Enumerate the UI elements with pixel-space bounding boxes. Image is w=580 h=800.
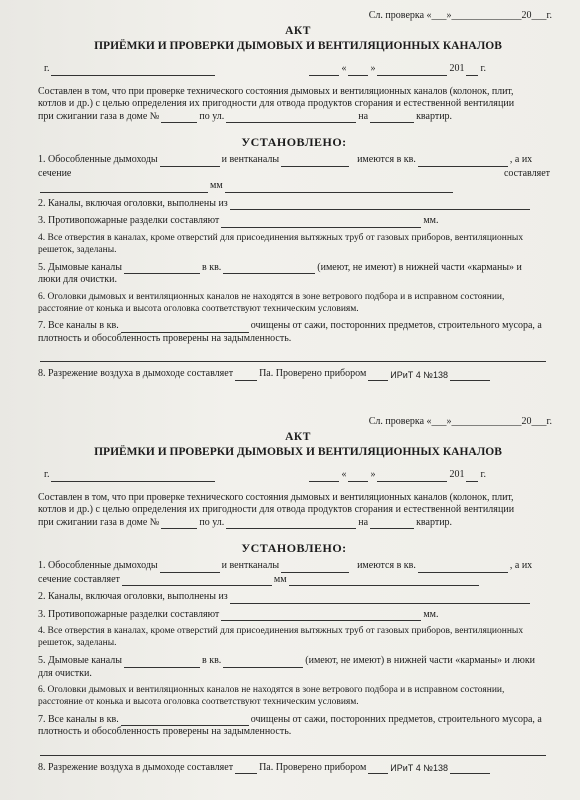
- device-lead-line: [368, 370, 388, 381]
- section-field[interactable]: [122, 575, 272, 586]
- intro-line: котлов и др.) с целью определения их пригодности для отвода продуктов сгорания и естественной вентиляции: [38, 98, 515, 110]
- item-7-extra-line-row: [38, 351, 550, 362]
- street-field[interactable]: [226, 112, 356, 123]
- section-label: сечение: [38, 167, 72, 179]
- flues-field[interactable]: [160, 156, 220, 167]
- item-1-apartment-field[interactable]: [418, 562, 508, 573]
- date-lead-line: [309, 65, 339, 76]
- device-field[interactable]: [450, 763, 490, 774]
- item-5: [38, 655, 550, 680]
- item-5: [38, 262, 550, 287]
- established-heading: УСТАНОВЛЕНО:: [241, 541, 347, 556]
- city-field[interactable]: [51, 471, 215, 482]
- item-8-label: 8. Разрежение воздуха в дымоходе составляет: [38, 761, 234, 773]
- place-date-row: [44, 62, 550, 76]
- item-1-vent-label: и вентканалы: [221, 154, 280, 166]
- apartments-suffix: квартир.: [416, 516, 453, 528]
- smoke-channels-field[interactable]: [124, 263, 200, 274]
- item-7: [38, 714, 550, 739]
- month-field[interactable]: [377, 471, 447, 482]
- item-1: [38, 560, 550, 586]
- item-6: 6. Оголовки дымовых и вентиляционных каналов не находятся в зоне ветрового подбора и в исправном состоянии, расстояние от конька и высота оголовка соответствуют техническим условиям.: [38, 685, 505, 707]
- item-7-text: очищены от сажи, посторонних предметов, строительного мусора, а: [250, 320, 542, 332]
- city-label: г.: [44, 469, 50, 481]
- firebreak-field[interactable]: [221, 610, 421, 621]
- act-title-text: ПРИЁМКИ И ПРОВЕРКИ ДЫМОВЫХ И ВЕНТИЛЯЦИОННЫХ КАНАЛОВ: [94, 445, 502, 458]
- act-title-word: АКТ: [285, 431, 311, 443]
- date-close-quote: »: [370, 63, 376, 75]
- item-1-apartment-label: имеются в кв.: [357, 560, 416, 572]
- vent-channels-field[interactable]: [281, 562, 349, 573]
- item-1-tail: , а их: [509, 154, 533, 166]
- established-heading: УСТАНОВЛЕНО:: [241, 135, 347, 150]
- item-4: 4. Все отверстия в каналах, кроме отверстий для присоединения вытяжных труб от газовых приборов, вентиляционных решеток, заделаны.: [38, 232, 524, 255]
- act-title: [46, 24, 550, 54]
- street-label: по ул.: [199, 516, 225, 528]
- item-1-apartment-label: имеются в кв.: [357, 154, 416, 166]
- item-4: 4. Все отверстия в каналах, кроме отверстий для присоединения вытяжных труб от газовых приборов, вентиляционных решеток, заделаны.: [38, 626, 524, 649]
- item-1-label: 1. Обособленные дымоходы: [38, 560, 158, 572]
- apartments-label: на: [358, 516, 369, 528]
- item-7-label: 7. Все каналы в кв.: [38, 320, 119, 332]
- device-name: ИРиТ 4 №138: [390, 369, 448, 380]
- item-1-apartment-field[interactable]: [418, 156, 508, 167]
- act-form-1: [38, 10, 550, 381]
- place-date-row: [44, 468, 550, 482]
- item-2-label: 2. Каналы, включая оголовки, выполнены из: [38, 591, 228, 603]
- flues-field[interactable]: [160, 562, 220, 573]
- material-field[interactable]: [230, 593, 530, 604]
- street-field[interactable]: [226, 518, 356, 529]
- apartments-count-field[interactable]: [370, 518, 414, 529]
- item-6: 6. Оголовки дымовых и вентиляционных каналов не находятся в зоне ветрового подбора и в исправном состоянии, расстояние от конька и высота оголовка соответствуют техническим условиям.: [38, 291, 505, 314]
- mm-label: мм: [210, 180, 223, 192]
- item-5-tail: (имеют, не имеют) в нижней части «карманы» и люки: [305, 655, 536, 667]
- city-field[interactable]: [51, 65, 215, 76]
- item-7: [38, 320, 550, 345]
- item-3: [38, 215, 550, 228]
- house-number-field[interactable]: [161, 112, 197, 123]
- item-3-label: 3. Противопожарные разделки составляют: [38, 215, 220, 227]
- month-field[interactable]: [377, 65, 447, 76]
- device-lead-line: [368, 763, 388, 774]
- section-amount-label: составляет: [503, 167, 550, 179]
- date-lead-line: [309, 471, 339, 482]
- item-8-device-label: Па. Проверено прибором: [259, 761, 367, 773]
- item-7-extra-line[interactable]: [40, 351, 546, 362]
- item-2: [38, 198, 550, 211]
- apartments-suffix: квартир.: [416, 110, 453, 122]
- item-8: [38, 762, 550, 775]
- apartments-label: на: [358, 110, 369, 122]
- item-1-vent-label: и вентканалы: [221, 560, 280, 572]
- mm-label: мм: [273, 573, 287, 585]
- vent-channels-field[interactable]: [281, 156, 349, 167]
- item-1-tail: , а их: [509, 560, 533, 572]
- year-field[interactable]: [466, 65, 478, 76]
- section-field[interactable]: [40, 182, 208, 193]
- date-open-quote: «: [341, 63, 347, 75]
- day-field[interactable]: [348, 65, 368, 76]
- pressure-field[interactable]: [235, 763, 257, 774]
- item-8-label: 8. Разрежение воздуха в дымоходе составляет: [38, 368, 234, 380]
- year-prefix: 201: [449, 469, 465, 481]
- item-7-apartment-field[interactable]: [121, 322, 249, 333]
- item-3-unit: мм.: [423, 215, 439, 227]
- material-field[interactable]: [230, 199, 530, 210]
- item-5-apartment-field[interactable]: [223, 657, 303, 668]
- device-field[interactable]: [450, 370, 490, 381]
- act-title: [46, 430, 550, 460]
- item-2-label: 2. Каналы, включая оголовки, выполнены из: [38, 197, 228, 209]
- item-5-apartment-label: в кв.: [201, 655, 222, 667]
- check-line: Сл. проверка «___»______________20___г.: [368, 10, 552, 21]
- intro-paragraph: [38, 86, 550, 124]
- item-5-apartment-field[interactable]: [223, 263, 315, 274]
- date-close-quote: »: [370, 469, 376, 481]
- item-7-extra-line-row: [38, 745, 550, 756]
- item-5-label: 5. Дымовые каналы: [38, 261, 122, 273]
- item-7-label: 7. Все каналы в кв.: [38, 713, 119, 725]
- intro-paragraph: [38, 492, 550, 530]
- act-title-word: АКТ: [285, 25, 311, 37]
- item-7-end: плотность и обособленность проверены на задымленность.: [38, 726, 292, 738]
- intro-line: Составлен в том, что при проверке технического состояния дымовых и вентиляционных каналов (колонок, плит,: [38, 85, 514, 97]
- pressure-field[interactable]: [235, 370, 257, 381]
- year-suffix: г.: [480, 63, 486, 75]
- day-field[interactable]: [348, 471, 368, 482]
- item-3: [38, 609, 550, 622]
- item-3-label: 3. Противопожарные разделки составляют: [38, 608, 220, 620]
- item-3-unit: мм.: [423, 608, 439, 620]
- house-label: при сжигании газа в доме №: [38, 516, 160, 528]
- item-7-extra-line[interactable]: [40, 745, 546, 756]
- act-title-text: ПРИЁМКИ И ПРОВЕРКИ ДЫМОВЫХ И ВЕНТИЛЯЦИОННЫХ КАНАЛОВ: [94, 39, 502, 52]
- section-extra-field[interactable]: [289, 575, 479, 586]
- item-1: [38, 154, 550, 193]
- item-7-end: плотность и обособленность проверены на задымленность.: [38, 332, 292, 344]
- intro-line: котлов и др.) с целью определения их пригодности для отвода продуктов сгорания и естественной вентиляции: [38, 504, 515, 516]
- item-5-label: 5. Дымовые каналы: [38, 655, 122, 667]
- city-label: г.: [44, 63, 50, 75]
- item-5-end: для очистки.: [38, 667, 92, 679]
- year-prefix: 201: [449, 63, 465, 75]
- intro-address-row: [38, 517, 550, 530]
- year-field[interactable]: [466, 471, 478, 482]
- date-open-quote: «: [341, 469, 347, 481]
- apartments-count-field[interactable]: [370, 112, 414, 123]
- item-5-end: люки для очистки.: [38, 274, 117, 286]
- house-number-field[interactable]: [161, 518, 197, 529]
- year-suffix: г.: [480, 469, 486, 481]
- device-name: ИРиТ 4 №138: [390, 763, 448, 774]
- item-8: [38, 368, 550, 381]
- item-2: [38, 591, 550, 604]
- item-8-device-label: Па. Проверено прибором: [259, 368, 367, 380]
- item-1-label: 1. Обособленные дымоходы: [38, 154, 158, 166]
- firebreak-field[interactable]: [221, 217, 421, 228]
- intro-line: Составлен в том, что при проверке технического состояния дымовых и вентиляционных каналов (колонок, плит,: [38, 491, 514, 503]
- item-5-tail: (имеют, не имеют) в нижней части «карманы» и: [317, 261, 522, 273]
- item-7-apartment-field[interactable]: [121, 715, 249, 726]
- check-line: Сл. проверка «___»______________20___г.: [368, 416, 552, 427]
- section-label: сечение составляет: [38, 573, 120, 585]
- intro-address-row: [38, 111, 550, 124]
- item-5-apartment-label: в кв.: [201, 261, 222, 273]
- street-label: по ул.: [199, 110, 225, 122]
- smoke-channels-field[interactable]: [124, 657, 200, 668]
- item-7-text: очищены от сажи, посторонних предметов, строительного мусора, а: [250, 713, 542, 725]
- act-form-2: [38, 416, 550, 774]
- section-extra-field[interactable]: [225, 182, 453, 193]
- house-label: при сжигании газа в доме №: [38, 110, 160, 122]
